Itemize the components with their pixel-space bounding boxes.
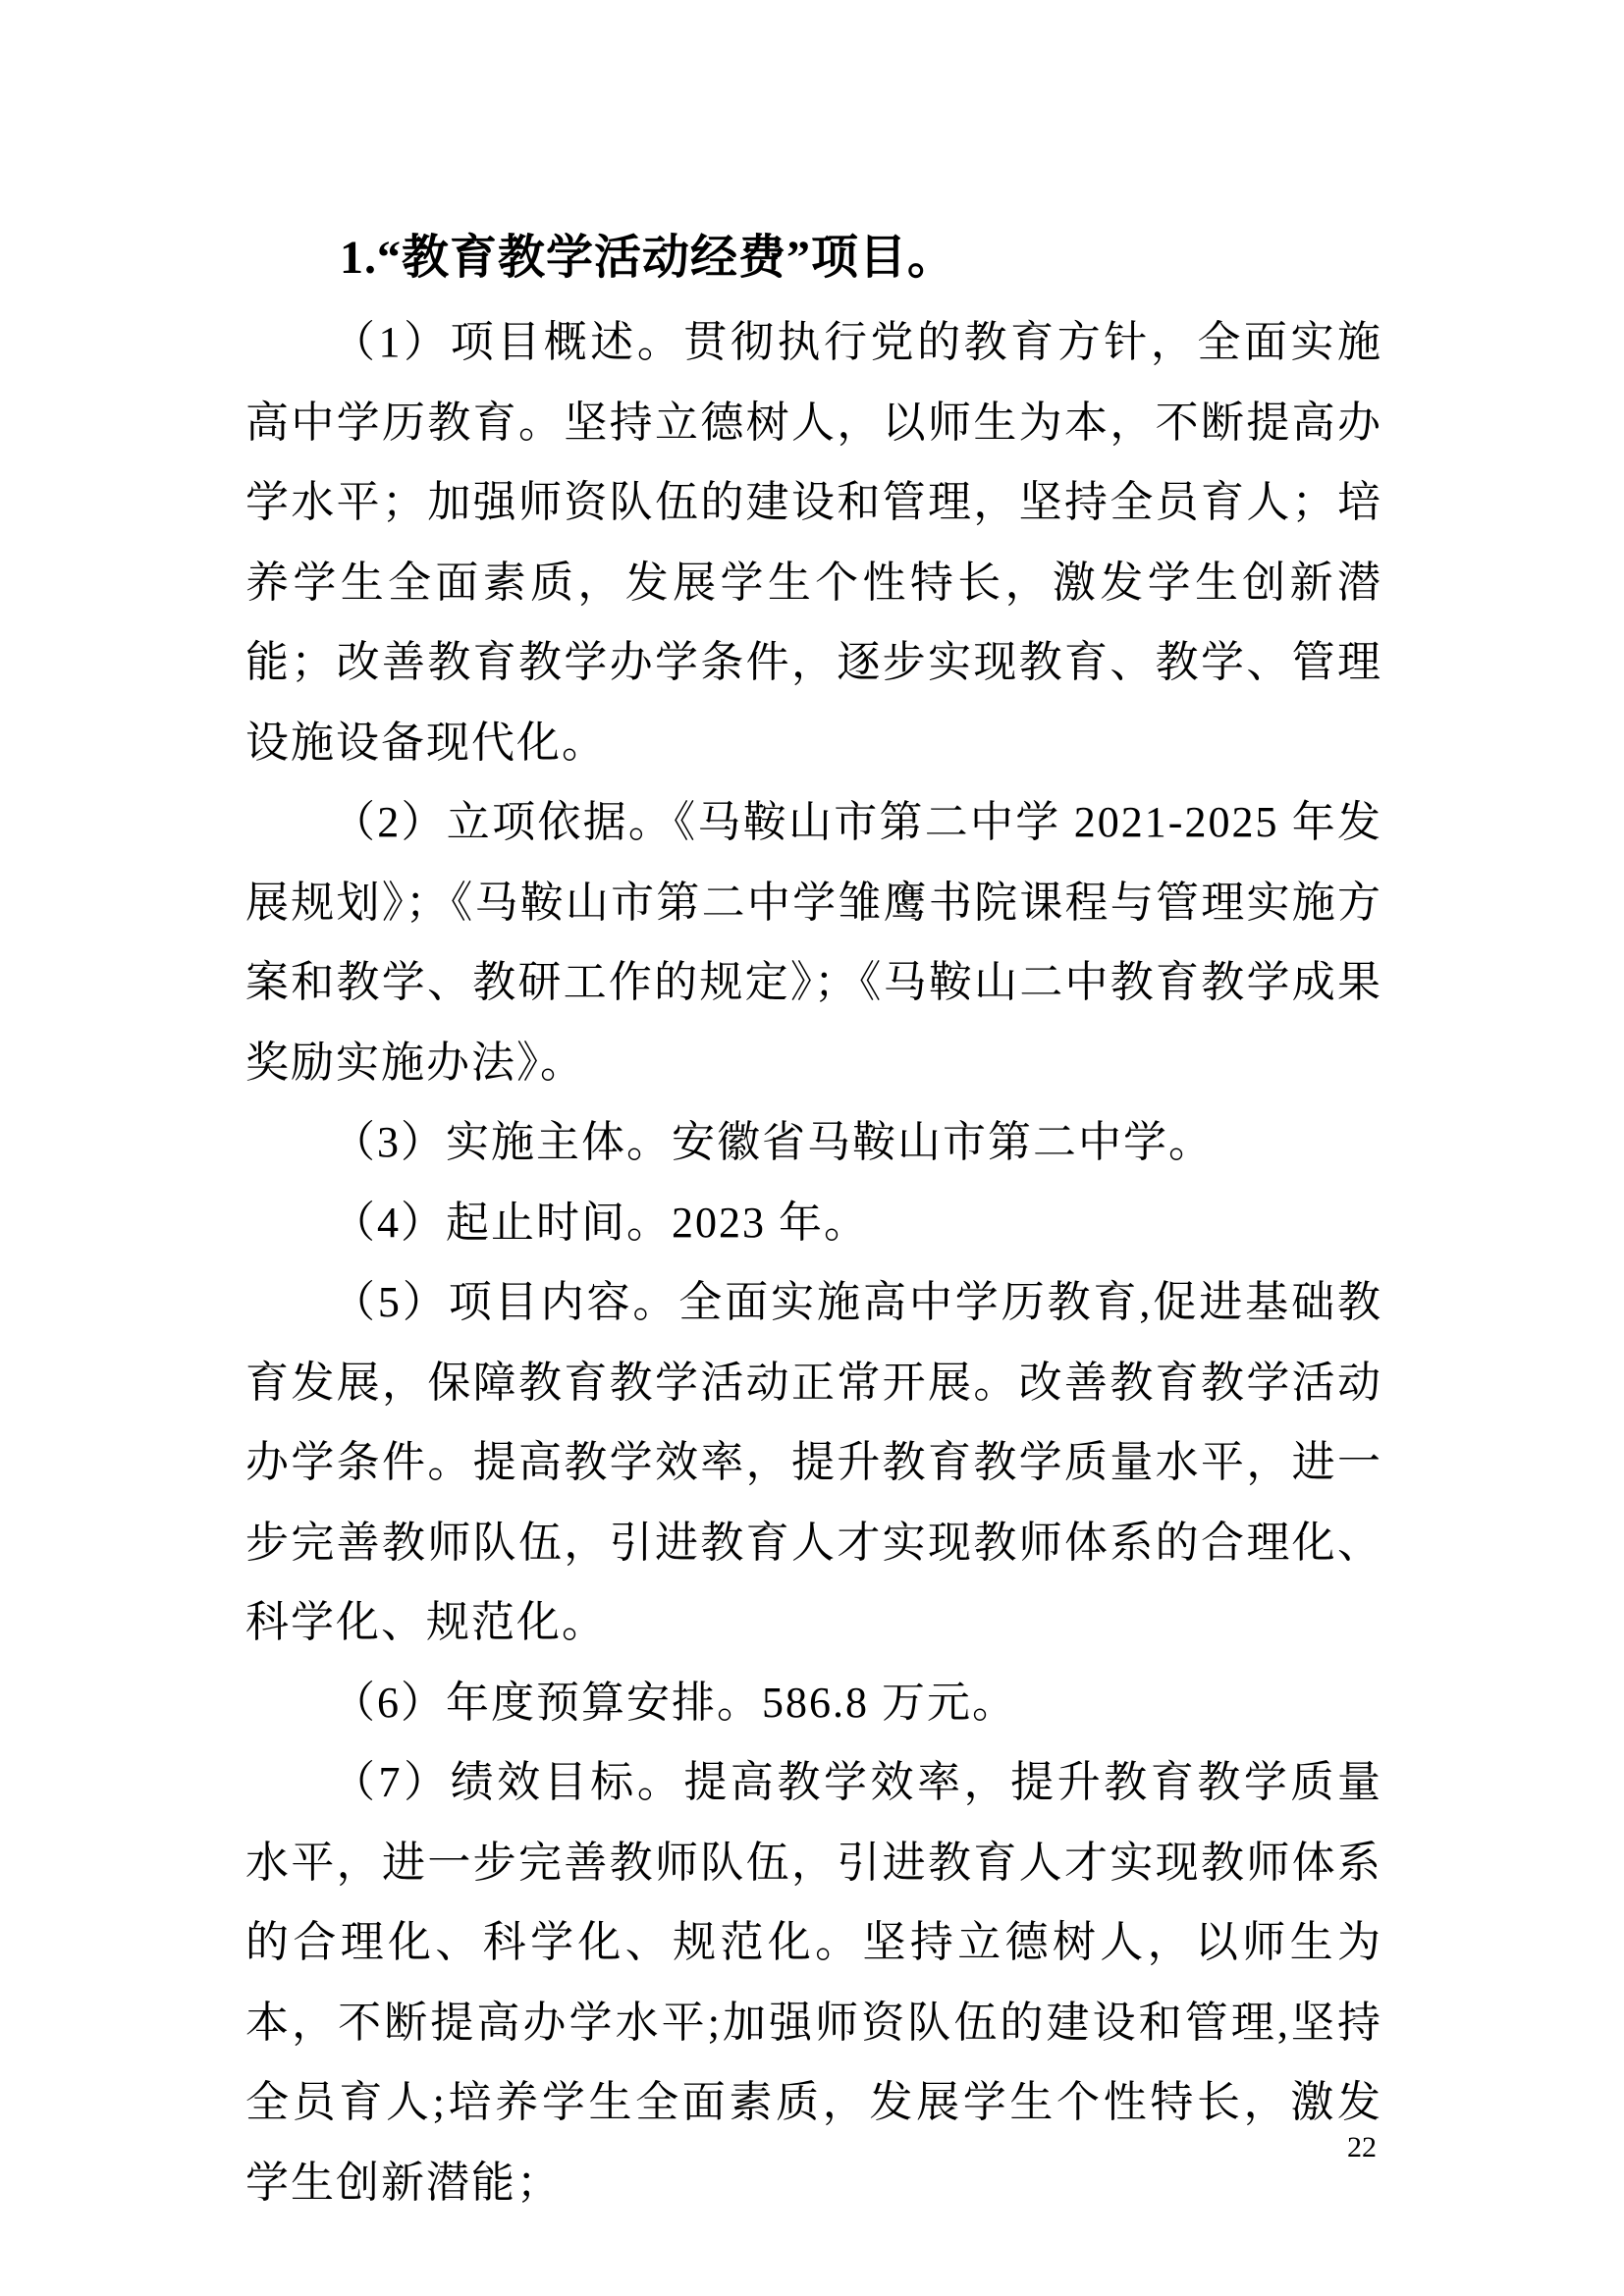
paragraph-performance-goals: （7）绩效目标。提高教学效率，提升教育教学质量水平，进一步完善教师队伍，引进教育人才实现教师体系的合理化、科学化、规范化。坚持立德树人，以师生为本，不断提高办学水平;加强师资队伍的建设和管理,坚持全员育人;培养学生全面素质，发展学生个性特长，激发学生创新潜能； bbox=[245, 1758, 1382, 2207]
paragraph-time-period: （4）起止时间。2023 年。 bbox=[332, 1198, 869, 1247]
paragraph-project-overview: （1）项目概述。贯彻执行党的教育方针，全面实施高中学历教育。坚持立德树人，以师生为本，不断提高办学水平；加强师资队伍的建设和管理，坚持全员育人；培养学生全面素质，发展学生个性特长，激发学生创新潜能；改善教育教学办学条件，逐步实现教育、教学、管理设施设备现代化。 bbox=[245, 318, 1382, 767]
paragraph-project-basis: （2）立项依据。《马鞍山市第二中学 2021-2025 年发展规划》；《马鞍山市第二中学雏鹰书院课程与管理实施方案和教学、教研工作的规定》；《马鞍山二中教育教学成果奖励实施办法》。 bbox=[245, 798, 1382, 1087]
paragraph-annual-budget: （6）年度预算安排。586.8 万元。 bbox=[332, 1678, 1017, 1727]
document-title: 1.“教育教学活动经费”项目。 bbox=[340, 232, 956, 284]
page-number: 22 bbox=[1347, 2131, 1377, 2163]
paragraph-implementing-body: （3）实施主体。安徽省马鞍山市第二中学。 bbox=[332, 1118, 1214, 1166]
paragraph-project-content: （5）项目内容。全面实施高中学历教育,促进基础教育发展，保障教育教学活动正常开展。改善教育教学活动办学条件。提高教学效率，提升教育教学质量水平，进一步完善教师队伍，引进教育人才实现教师体系的合理化、科学化、规范化。 bbox=[245, 1278, 1382, 1646]
document-body bbox=[245, 214, 1382, 2222]
